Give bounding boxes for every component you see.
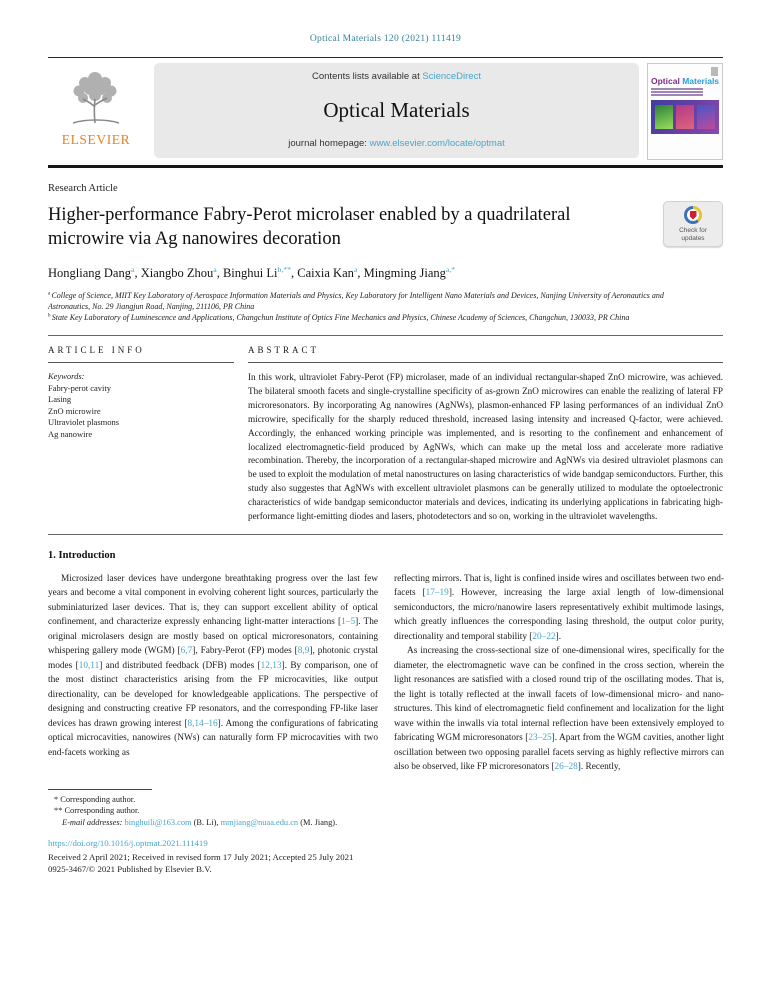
abstract-column: [248, 345, 723, 524]
text-segment: ,: [357, 266, 364, 280]
journal-homepage-link[interactable]: www.elsevier.com/locate/optmat: [369, 138, 505, 149]
issn-copyright-line: 0925-3467/© 2021 Published by Elsevier B.V.: [48, 864, 212, 875]
ref-link[interactable]: 26–28: [554, 762, 578, 773]
cover-elsevier-mark-icon: [711, 67, 718, 76]
ref-link[interactable]: 10,11: [78, 660, 100, 671]
text-segment: ,: [291, 266, 298, 280]
ref-link[interactable]: 8,9: [297, 646, 310, 657]
article-title: Higher-performance Fabry-Perot microlaser enabled by a quadrilateral microwire via Ag nanowires decoration: [48, 205, 571, 249]
text-segment: ]. Among the configurations of fabricating optical microcavities, nanowires (NWs) can naturally form FP microcavities with two end-facets working as: [48, 718, 378, 758]
text-segment: a: [130, 264, 135, 274]
journal-header: [48, 63, 723, 160]
text-segment: ].: [555, 631, 562, 642]
text-segment: ] and distributed feedback (DFB) modes [: [99, 660, 261, 671]
title-block: [48, 183, 723, 251]
cover-artwork: [651, 100, 719, 134]
text-segment: a: [48, 291, 52, 297]
text-segment: ]. Recently,: [577, 762, 621, 773]
cover-title: [651, 76, 719, 86]
intro-paragraph-2: [394, 644, 724, 775]
affiliation-a: [48, 290, 688, 312]
keyword-item: Fabry-perot cavity: [48, 382, 112, 393]
text-segment: ,: [216, 266, 223, 280]
text-segment: Caixia Kan: [297, 266, 354, 280]
ref-link[interactable]: 8,14–16: [187, 718, 218, 729]
info-abstract-block: [48, 336, 723, 534]
text-segment: Xiangbo Zhou: [140, 266, 214, 280]
text-segment: Microsized laser devices have undergone breathtaking progress over the last few years and become a vital component in evolving coherent light sources, particularly the subminiaturized laser devices. That is, they can support excellent ability of optical confinement, and characterize expressly enhancing light-matter interactions [: [48, 573, 378, 628]
ref-link[interactable]: 20–22: [532, 631, 556, 642]
text-segment: b,**: [277, 264, 292, 274]
keyword-item: Lasing: [48, 394, 72, 404]
sciencedirect-link[interactable]: ScienceDirect: [422, 71, 481, 82]
keyword-item: Ag nanowire: [48, 428, 93, 439]
ref-link[interactable]: 1–5: [341, 617, 356, 628]
text-segment: ]. By comparison, one of the most distinct characteristics arising from the FP microcavities, like output directionality, can be developed for knowledgeable applications. The perspective of designing and constructing creative FP resonators, and the corresponding FP-like laser devices has drawn growing interest [: [48, 660, 378, 729]
elsevier-tree-icon: [65, 65, 127, 134]
article-info-column: [48, 345, 248, 524]
article-info-heading-rule: [48, 362, 234, 363]
text-segment: Binghui Li: [222, 266, 278, 280]
affiliations: [48, 290, 723, 323]
text-segment: ]. However, increasing the large axial length of low-dimensional semiconductors, the micro/nanowire lasers representatively exhibit multimode lasings, which greatly influences the corresponding lasing threshold, the output color purity, directionality and temporal stability [: [394, 588, 724, 642]
received-dates-line: Received 2 April 2021; Received in revised form 17 July 2021; Accepted 25 July 2021: [48, 852, 354, 863]
ref-link[interactable]: 12,13: [260, 660, 282, 671]
check-updates-label: Check for updates: [679, 227, 707, 242]
info-block-bottom-divider: [48, 534, 723, 535]
shield-icon: [690, 211, 697, 220]
text-segment: reflecting mirrors. That is, light is confined inside wires and oscillates between two end-facets [: [394, 573, 724, 599]
text-segment: a,*: [445, 264, 456, 274]
journal-cover-thumbnail[interactable]: [647, 63, 723, 160]
email-addresses-line: [48, 817, 723, 829]
abstract-heading-rule: [248, 362, 723, 363]
contents-line: [312, 71, 481, 82]
text-segment: Mingming Jiang: [363, 266, 446, 280]
email-link-binghuili[interactable]: binghuili@163.com: [124, 817, 192, 827]
text-segment: ,: [134, 266, 141, 280]
elsevier-logo[interactable]: [48, 63, 144, 160]
authors-line: [48, 266, 723, 281]
intro-paragraph-1: [48, 572, 378, 761]
check-updates-icon: [684, 206, 702, 224]
footnotes: [48, 794, 723, 829]
text-segment: State Key Laboratory of Luminescence and Applications, Changchun Institute of Optics Fine Mechanics and Physics, Chinese Academy of Sciences, Changchun, 130033, PR China: [51, 313, 630, 322]
ref-link[interactable]: 6,7: [180, 646, 193, 657]
article-info-heading: ARTICLE INFO: [48, 345, 145, 355]
text-segment: a: [213, 264, 217, 274]
intro-paragraph-1-continued: [394, 572, 724, 645]
journal-title: Optical Materials: [323, 97, 470, 122]
text-segment: Hongliang Dang: [48, 266, 131, 280]
header-bottom-divider: [48, 165, 723, 168]
body-columns: [48, 572, 723, 775]
text-segment: ], photonic crystal modes [: [48, 646, 378, 671]
text-segment: E-mail addresses:: [62, 817, 125, 827]
text-segment: ], Fabry-Perot (FP) modes [: [192, 646, 298, 657]
journal-citation: Optical Materials 120 (2021) 111419: [309, 34, 462, 44]
cover-subtitle-lines: [651, 88, 719, 96]
header-top-divider: [48, 57, 723, 58]
abstract-text: In this work, ultraviolet Fabry-Perot (FP) microlaser, made of an individual rectangular-shaped ZnO microwire, was achieved. The bilateral smooth facets and single-crystalline specificity of as-grown ZnO microwires can enable the realizing of lateral FP microresonators. By incorporating Ag nanowires (AgNWs), plasmon-enhanced FP lasing performances of an individual ZnO microwire, specifically for the sharply reduced threshold, increased lasing intensity and increased Q-factor, were achieved. Accordingly, the enhanced working principle was implemented, and is resorting to the confinement and enhancement of localized electromagnetic-field produced by AgNWs, which can make up the metal loss and accelerate more radiative recombination. Thereby, the incorporation of a rectangular-shaped microwire and AgNWs via desired ultraviolet plasmons can be used to exploit the modulation of metal nanostructures on lasing characteristics of wide bandgap semiconductors. Further, this study also suggestes that AgNWs with excellent ultraviolet plasmons can be generally utilized to modulate the optoelectronic characteristics of wide bandgap semiconductor materials and devices, indicating its underlying applications in fabricating high-performance light-emitting diodes and lasers, photodetectors and so on, working in the ultraviolet wavelengths.: [248, 372, 723, 522]
ref-link[interactable]: 23–25: [528, 733, 552, 744]
article-type-label: Research Article: [48, 183, 118, 194]
corresponding-author-note: * Corresponding author.: [54, 794, 136, 804]
email-link-mmjiang[interactable]: mmjiang@nuaa.edu.cn: [220, 817, 299, 827]
ref-link[interactable]: 17–19: [425, 588, 449, 599]
cover-title-word1: Optical: [651, 76, 680, 86]
doi-link[interactable]: https://doi.org/10.1016/j.optmat.2021.111419: [48, 838, 208, 849]
text-segment: ]. The original microlasers design are mostly based on optical microresonators, containing whispering gallery mode (WGM) [: [48, 617, 379, 657]
body-column-left: [48, 572, 378, 775]
text-segment: (M. Jiang).: [298, 817, 338, 827]
keywords-label: Keywords:: [48, 371, 85, 381]
affiliation-b: [48, 312, 688, 323]
footnote-divider: [48, 789, 152, 790]
abstract-heading: ABSTRACT: [248, 345, 320, 355]
journal-header-box: [154, 63, 639, 158]
cover-title-word2: Materials: [682, 76, 720, 86]
text-segment: (B. Li),: [191, 817, 221, 827]
body-column-right: [394, 572, 724, 775]
keyword-item: ZnO microwire: [48, 405, 101, 416]
text-segment: As increasing the cross-sectional size of one-dimensional wires, specifically for the diameter, the electromagnetic wave can be confined in the cross section, wherein the light resonances are satisfied with a closed round trip of the oscillating modes. That is, the light is totally reflected at the inwall facets of low-dimensional micro- and nano-structures. This kind of electromagnetic field confinement and localization for the light wave within the inwalls via total internal reflection have been extensively employed to fabricating WGM microresonators [: [394, 646, 724, 744]
keyword-item: Ultraviolet plasmons: [48, 417, 120, 427]
homepage-line: [288, 138, 505, 149]
text-segment: ]. Apart from the WGM cavities, another light oscillation between two opposing parallel facets serving as highly reflective mirrors can also be observed, like FP microresonators [: [394, 733, 724, 773]
check-for-updates-badge[interactable]: [663, 201, 723, 247]
corresponding-author-note-2: ** Corresponding author.: [54, 806, 140, 816]
homepage-label: journal homepage:: [288, 138, 370, 149]
text-segment: a: [353, 264, 358, 274]
contents-line-text: Contents lists available at: [312, 71, 423, 82]
elsevier-logo-text: ELSEVIER: [61, 132, 131, 147]
text-segment: b: [48, 313, 52, 319]
section-heading-introduction: 1. Introduction: [48, 549, 116, 561]
text-segment: College of Science, MIIT Key Laboratory of Aerospace Information Materials and Physics, Key Laboratory for Intelligent Nano Materials and Devices, Nanjing University of Aeronautics and Astronautics, No. 29 Jiangjun Road, Nanjing, 211106, PR China: [48, 291, 664, 311]
